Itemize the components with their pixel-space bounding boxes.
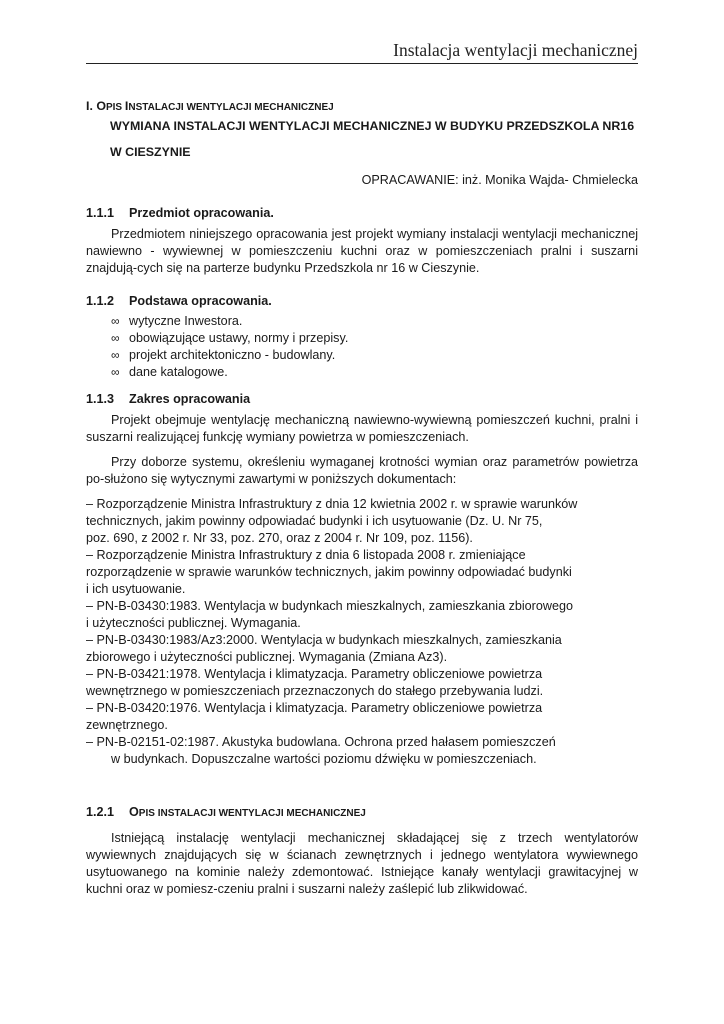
main-heading-i: I	[124, 99, 129, 113]
section-heading	[86, 804, 638, 822]
section-paragraph-2: Przy doborze systemu, określeniu wymaganej krotności wymian oraz parametrów powietrza po-służono się wytycznymi zawartymi w poniższych dokumentach:	[86, 455, 638, 486]
author-line: OPRACAWANIE: inż. Monika Wajda- Chmielecka	[361, 173, 638, 187]
list-item-text: obowiązujące ustawy, normy i przepisy.	[129, 331, 349, 345]
reference-list	[86, 496, 638, 768]
infinity-bullet-icon: ∞	[111, 348, 120, 362]
reference-line: – PN-B-03421:1978. Wentylacja i klimatyzacja. Parametry obliczeniowe powietrza	[86, 667, 543, 681]
main-heading-o: O	[96, 99, 106, 113]
infinity-bullet-icon: ∞	[111, 314, 120, 328]
reference-line: – PN-B-03420:1976. Wentylacja i klimatyzacja. Parametry obliczeniowe powietrza	[86, 701, 543, 715]
section-number: 1.2.1	[86, 805, 115, 819]
section-1-1-2	[86, 293, 638, 381]
section-1-1-1	[86, 205, 638, 277]
section-title: Przedmiot opracowania.	[129, 206, 274, 220]
list-item	[111, 364, 638, 381]
infinity-bullet-icon: ∞	[111, 365, 120, 379]
list-item	[111, 347, 638, 364]
document-body	[86, 98, 638, 898]
list-item-text: dane katalogowe.	[129, 365, 228, 379]
reference-line: i ich usytuowanie.	[86, 582, 186, 596]
section-number: 1.1.2	[86, 294, 115, 308]
section-title: Podstawa opracowania.	[129, 294, 272, 308]
subtitle-line-2: W CIESZYNIE	[110, 145, 191, 159]
reference-line: – Rozporządzenie Ministra Infrastruktury z dnia 12 kwietnia 2002 r. w sprawie warunków	[86, 497, 578, 511]
reference-line: poz. 690, z 2002 r. Nr 33, poz. 270, oraz z 2004 r. Nr 109, poz. 1156).	[86, 531, 473, 545]
reference-line: – Rozporządzenie Ministra Infrastruktury z dnia 6 listopada 2008 r. zmieniające	[86, 548, 526, 562]
section-heading	[86, 391, 638, 408]
reference-line: – PN-B-03430:1983. Wentylacja w budynkach mieszkalnych, zamieszkania zbiorowego	[86, 599, 573, 613]
header-rule	[86, 63, 638, 64]
reference-line: rozporządzenie w sprawie warunków technicznych, jakim powinny odpowiadać budynki	[86, 565, 572, 579]
main-heading-roman: I.	[86, 99, 93, 113]
section-1-2-1	[86, 804, 638, 898]
list-item-text: projekt architektoniczno - budowlany.	[129, 348, 336, 362]
reference-line: – PN-B-02151-02:1987. Akustyka budowlana. Ochrona przed hałasem pomieszczeń	[86, 735, 556, 749]
main-heading	[86, 98, 638, 116]
section-title	[129, 804, 366, 822]
reference-line: wewnętrznego w pomieszczeniach przeznaczonych do stałego przebywania ludzi.	[86, 684, 544, 698]
section-title-cap: O	[129, 805, 139, 819]
section-paragraph: Przedmiotem niniejszego opracowania jest projekt wymiany instalacji wentylacji mechanicznej nawiewno - wywiewnej w pomieszczeniu kuchni oraz w pomieszczeniach pralni i suszarni znajdują-cych się na parterze budynku Przedszkola nr 16 w Cieszynie.	[86, 227, 638, 275]
section-title: Zakres opracowania	[129, 392, 251, 406]
reference-line: i użyteczności publicznej. Wymagania.	[86, 616, 301, 630]
reference-line: w budynkach. Dopuszczalne wartości poziomu dźwięku w pomieszczeniach.	[111, 752, 537, 766]
section-number: 1.1.1	[86, 206, 115, 220]
section-1-1-3	[86, 391, 638, 768]
running-header: Instalacja wentylacji mechanicznej	[393, 40, 638, 60]
main-heading-i-rest: NSTALACJI WENTYLACJI MECHANICZNEJ	[128, 102, 334, 113]
subtitle-line-1: WYMIANA INSTALACJI WENTYLACJI MECHANICZNEJ W BUDYKU PRZEDSZKOLA NR16	[110, 119, 635, 133]
reference-line: zbiorowego i użyteczności publicznej. Wymagania (Zmiana Az3).	[86, 650, 448, 664]
section-heading	[86, 293, 638, 310]
section-paragraph-1: Projekt obejmuje wentylację mechaniczną nawiewno-wywiewną pomieszczeń kuchni, pralni i suszarni realizującej funkcję wymiany powietrza w pomieszczeniach.	[86, 413, 638, 444]
list-item-text: wytyczne Inwestora.	[129, 314, 243, 328]
section-heading	[86, 205, 638, 222]
main-heading-o-rest: PIS	[105, 102, 125, 113]
list-item	[111, 330, 638, 347]
infinity-bullet-icon: ∞	[111, 331, 120, 345]
section-paragraph: Istniejącą instalację wentylacji mechanicznej składającej się z trzech wentylatorów wywiewnych znajdujących się w ścianach zewnętrznych i jednego wentylatora wywiewnego usytuowanego na kominie należy zdemontować. Istniejące kanały wentylacji grawitacyjnej w kuchni oraz w pomiesz-czeniu pralni i suszarni należy zaślepić lub zlikwidować.	[86, 831, 638, 896]
reference-line: zewnętrznego.	[86, 718, 168, 732]
list-item	[111, 313, 638, 330]
basis-list	[86, 313, 638, 381]
section-title-rest: PIS INSTALACJI WENTYLACJI MECHANICZNEJ	[138, 808, 366, 819]
reference-line: – PN-B-03430:1983/Az3:2000. Wentylacja w budynkach mieszkalnych, zamieszkania	[86, 633, 562, 647]
reference-line: technicznych, jakim powinny odpowiadać budynki i ich usytuowanie (Dz. U. Nr 75,	[86, 514, 543, 528]
section-number: 1.1.3	[86, 392, 115, 406]
